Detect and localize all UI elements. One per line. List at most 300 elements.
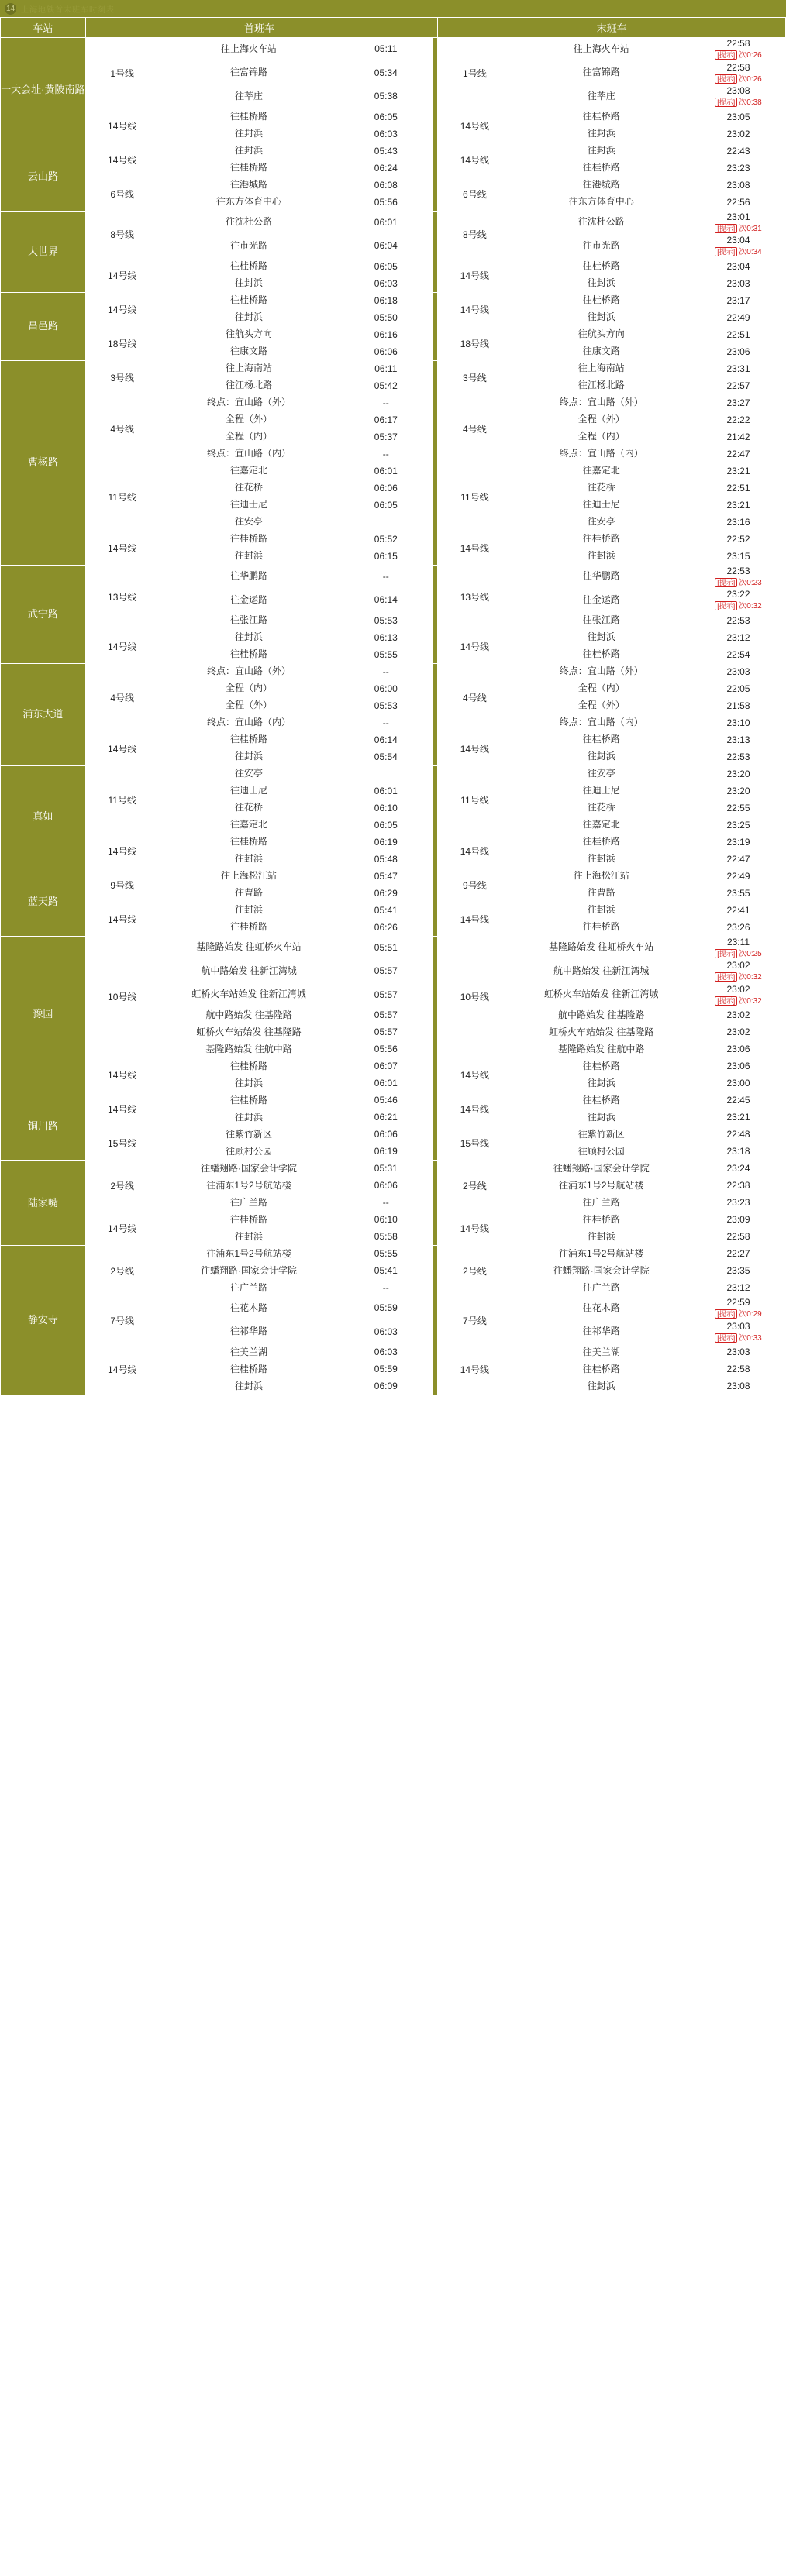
line-name-cell-first: 8号线 — [85, 211, 159, 258]
destination-cell-last: 往上海南站 — [512, 360, 691, 377]
destination-cell-first: 往桂桥路 — [159, 731, 339, 748]
last-train-time: 23:35 — [726, 1265, 750, 1276]
first-train-time-cell: 06:09 — [339, 1378, 433, 1395]
destination-cell-last: 往桂桥路 — [512, 1092, 691, 1109]
first-train-time-cell: 06:26 — [339, 919, 433, 936]
station-name-cell: 昌邑路 — [1, 292, 86, 360]
destination-cell-last: 往市光路 — [512, 235, 691, 259]
destination-cell-first: 往港城路 — [159, 177, 339, 194]
last-train-time: 23:23 — [726, 162, 750, 174]
destination-cell-first: 虹桥火车站始发 往基隆路 — [159, 1024, 339, 1041]
table-row — [1, 1212, 786, 1229]
destination-cell-last: 往浦东1号2号航站楼 — [512, 1246, 691, 1263]
destination-cell-last: 全程（内） — [512, 428, 691, 445]
destination-cell-first: 往封浜 — [159, 143, 339, 160]
table-row — [1, 1058, 786, 1075]
table-row — [1, 394, 786, 411]
schedule-body — [1, 38, 786, 1395]
last-train-time-cell — [691, 817, 786, 834]
last-train-time: 23:06 — [726, 1061, 750, 1071]
last-train-time-cell — [691, 1320, 786, 1344]
destination-cell-last: 虹桥火车站始发 往基隆路 — [512, 1024, 691, 1041]
destination-cell-first: 往花桥 — [159, 480, 339, 497]
destination-cell-last: 往桂桥路 — [512, 292, 691, 309]
first-train-time-cell: 06:14 — [339, 731, 433, 748]
table-row — [1, 292, 786, 309]
destination-cell-first: 往蟠翔路·国家会计学院 — [159, 1263, 339, 1280]
first-train-time-cell: 06:06 — [339, 1126, 433, 1144]
table-row — [1, 868, 786, 885]
last-train-time-cell — [691, 1041, 786, 1058]
line-name-cell-last: 13号线 — [438, 565, 512, 629]
destination-cell-first: 往桂桥路 — [159, 834, 339, 851]
destination-cell-first: 往嘉定北 — [159, 463, 339, 480]
line-name-cell-last: 14号线 — [438, 834, 512, 868]
destination-cell-last: 往安亭 — [512, 765, 691, 782]
table-row — [1, 1092, 786, 1109]
station-name-cell: 武宁路 — [1, 565, 86, 663]
last-train-time-cell — [691, 629, 786, 646]
next-day-note: [提示] 次0:26 — [691, 50, 785, 61]
line-name-cell-last: 15号线 — [438, 1126, 512, 1161]
last-train-time-cell — [691, 960, 786, 984]
last-train-time-cell — [691, 1024, 786, 1041]
last-train-time-cell — [691, 258, 786, 275]
last-train-time: 22:48 — [726, 1129, 750, 1140]
line-name-cell-last: 11号线 — [438, 463, 512, 531]
page-caption: 上海地铁首末班车时刻表 — [21, 5, 115, 15]
destination-cell-first: 往迪士尼 — [159, 497, 339, 514]
last-train-time-cell — [691, 85, 786, 109]
last-train-time-cell — [691, 548, 786, 565]
last-train-time-cell — [691, 177, 786, 194]
last-train-time: 23:02 — [726, 983, 750, 995]
first-train-time-cell: 05:47 — [339, 868, 433, 885]
destination-cell-last: 往上海火车站 — [512, 38, 691, 62]
last-train-time-cell — [691, 1212, 786, 1229]
last-train-time-cell — [691, 714, 786, 731]
next-day-note: [提示] 次0:32 — [691, 972, 785, 983]
destination-cell-first: 往上海南站 — [159, 360, 339, 377]
first-train-time-cell: 06:06 — [339, 1178, 433, 1195]
next-day-tag: [提示] — [715, 224, 737, 233]
last-train-time: 22:58 — [726, 38, 750, 49]
destination-cell-last: 往封浜 — [512, 1229, 691, 1246]
line-name-cell-last: 14号线 — [438, 731, 512, 765]
last-train-time-cell — [691, 343, 786, 360]
destination-cell-last: 往华鹏路 — [512, 565, 691, 589]
first-train-time-cell: 05:43 — [339, 143, 433, 160]
first-train-time-cell: -- — [339, 714, 433, 731]
destination-cell-first: 往浦东1号2号航站楼 — [159, 1246, 339, 1263]
destination-cell-last: 虹桥火车站始发 往新江湾城 — [512, 983, 691, 1007]
first-train-time-cell: 05:34 — [339, 61, 433, 85]
last-train-time-cell — [691, 1126, 786, 1144]
last-train-time: 23:24 — [726, 1163, 750, 1174]
line-name-cell-last: 14号线 — [438, 1212, 512, 1246]
station-name-cell: 陆家嘴 — [1, 1161, 86, 1246]
table-row — [1, 1297, 786, 1321]
first-train-time-cell: 06:18 — [339, 292, 433, 309]
first-train-time-cell: 05:52 — [339, 531, 433, 548]
line-name-cell-first: 14号线 — [85, 834, 159, 868]
destination-cell-last: 往沈杜公路 — [512, 211, 691, 235]
table-row — [1, 1344, 786, 1361]
last-train-time: 23:04 — [726, 235, 750, 246]
destination-cell-last: 往张江路 — [512, 612, 691, 629]
last-train-time-cell — [691, 612, 786, 629]
first-train-time-cell: -- — [339, 394, 433, 411]
station-name-cell: 铜川路 — [1, 1092, 86, 1161]
last-train-time: 22:53 — [726, 565, 750, 576]
line-name-cell-first: 13号线 — [85, 565, 159, 629]
first-train-time-cell: 06:13 — [339, 629, 433, 646]
last-train-time-cell — [691, 1109, 786, 1126]
last-train-time: 22:53 — [726, 751, 750, 762]
last-train-time: 23:23 — [726, 1197, 750, 1208]
last-train-time-cell — [691, 1075, 786, 1092]
line-name-cell-last: 14号线 — [438, 292, 512, 326]
first-train-time-cell: 06:05 — [339, 497, 433, 514]
destination-cell-first: 航中路始发 往新江湾城 — [159, 960, 339, 984]
last-train-time-cell — [691, 194, 786, 211]
last-train-time-cell — [691, 1263, 786, 1280]
table-row — [1, 108, 786, 126]
destination-cell-first: 往封浜 — [159, 126, 339, 143]
first-train-time-cell: 06:14 — [339, 589, 433, 613]
last-train-time: 23:26 — [726, 921, 750, 933]
first-train-time-cell: 06:04 — [339, 235, 433, 259]
line-name-cell-first: 10号线 — [85, 936, 159, 1058]
last-train-time: 23:12 — [726, 1282, 750, 1293]
destination-cell-last: 基隆路始发 往航中路 — [512, 1041, 691, 1058]
table-row — [1, 211, 786, 235]
last-train-time-cell — [691, 902, 786, 919]
last-train-time: 23:27 — [726, 397, 750, 408]
next-day-tag: [提示] — [715, 50, 737, 60]
first-train-time-cell: 06:29 — [339, 885, 433, 902]
line-name-cell-first: 14号线 — [85, 731, 159, 765]
table-row — [1, 177, 786, 194]
station-name-cell: 蓝天路 — [1, 868, 86, 936]
last-train-time: 23:04 — [726, 260, 750, 272]
last-train-time: 22:54 — [726, 648, 750, 660]
first-train-time-cell: 06:05 — [339, 108, 433, 126]
last-train-time: 23:01 — [726, 211, 750, 222]
last-train-time: 22:41 — [726, 904, 750, 916]
next-day-tag: [提示] — [715, 98, 737, 107]
destination-cell-last: 终点：宜山路（内） — [512, 714, 691, 731]
next-day-note: [提示] 次0:32 — [691, 996, 785, 1007]
destination-cell-first: 基隆路始发 往虹桥火车站 — [159, 936, 339, 960]
table-row — [1, 258, 786, 275]
destination-cell-first: 往桂桥路 — [159, 531, 339, 548]
destination-cell-last: 航中路始发 往基隆路 — [512, 1007, 691, 1024]
first-train-time-cell: 06:10 — [339, 1212, 433, 1229]
destination-cell-first: 往浦东1号2号航站楼 — [159, 1178, 339, 1195]
last-train-time: 23:08 — [726, 179, 750, 191]
last-train-time: 22:57 — [726, 380, 750, 391]
last-train-time-cell — [691, 983, 786, 1007]
first-train-time-cell: 05:41 — [339, 902, 433, 919]
destination-cell-first: 终点：宜山路（内） — [159, 445, 339, 463]
last-train-time-cell — [691, 885, 786, 902]
line-name-cell-first: 14号线 — [85, 629, 159, 663]
destination-cell-last: 往桂桥路 — [512, 531, 691, 548]
destination-cell-first: 往上海松江站 — [159, 868, 339, 885]
first-train-time-cell: 05:58 — [339, 1229, 433, 1246]
last-train-time: 23:10 — [726, 717, 750, 728]
first-train-time-cell: -- — [339, 445, 433, 463]
last-train-time: 23:20 — [726, 785, 750, 796]
destination-cell-last: 往紫竹新区 — [512, 1126, 691, 1144]
line-name-cell-last: 14号线 — [438, 143, 512, 177]
table-row — [1, 1246, 786, 1263]
table-row — [1, 731, 786, 748]
last-train-time: 22:52 — [726, 533, 750, 545]
first-train-time-cell: 05:53 — [339, 612, 433, 629]
last-train-time: 23:08 — [726, 85, 750, 96]
destination-cell-last: 终点：宜山路（内） — [512, 445, 691, 463]
last-train-time: 22:53 — [726, 614, 750, 626]
last-train-time-cell — [691, 377, 786, 394]
table-row — [1, 143, 786, 160]
last-train-time-cell — [691, 1058, 786, 1075]
last-train-time-cell — [691, 1144, 786, 1161]
line-name-cell-last: 7号线 — [438, 1297, 512, 1344]
last-train-time-cell — [691, 748, 786, 765]
first-train-time-cell: 06:06 — [339, 480, 433, 497]
line-name-cell-first: 15号线 — [85, 1126, 159, 1161]
line-name-cell-last: 8号线 — [438, 211, 512, 258]
last-train-time-cell — [691, 851, 786, 868]
destination-cell-last: 往桂桥路 — [512, 1361, 691, 1378]
line-name-cell-last: 11号线 — [438, 765, 512, 834]
destination-cell-first: 全程（内） — [159, 428, 339, 445]
first-train-time-cell: 05:57 — [339, 1007, 433, 1024]
last-train-time: 23:16 — [726, 516, 750, 528]
last-train-time-cell — [691, 1280, 786, 1297]
first-train-time-cell: 05:11 — [339, 38, 433, 62]
destination-cell-last: 往顾村公园 — [512, 1144, 691, 1161]
last-train-time-cell — [691, 211, 786, 235]
destination-cell-last: 往桂桥路 — [512, 919, 691, 936]
last-train-time: 22:27 — [726, 1248, 750, 1259]
last-train-time-cell — [691, 565, 786, 589]
last-train-time-cell — [691, 782, 786, 800]
line-name-cell-first: 14号线 — [85, 1344, 159, 1395]
last-train-time-cell — [691, 445, 786, 463]
destination-cell-first: 往蟠翔路·国家会计学院 — [159, 1161, 339, 1178]
last-train-time-cell — [691, 497, 786, 514]
last-train-time-cell — [691, 309, 786, 326]
first-train-time-cell: 05:56 — [339, 1041, 433, 1058]
first-train-time-cell: 06:03 — [339, 275, 433, 292]
last-train-time-cell — [691, 680, 786, 697]
line-name-cell-last: 14号线 — [438, 902, 512, 936]
destination-cell-last: 往康文路 — [512, 343, 691, 360]
line-name-cell-last: 6号线 — [438, 177, 512, 211]
destination-cell-first: 虹桥火车站始发 往新江湾城 — [159, 983, 339, 1007]
destination-cell-last: 全程（外） — [512, 697, 691, 714]
destination-cell-last: 往封浜 — [512, 309, 691, 326]
next-day-note: [提示] 次0:25 — [691, 949, 785, 960]
last-train-time-cell — [691, 1246, 786, 1263]
last-train-time: 22:51 — [726, 328, 750, 340]
line-name-cell-first: 14号线 — [85, 143, 159, 177]
destination-cell-last: 航中路始发 往新江湾城 — [512, 960, 691, 984]
next-day-tag: [提示] — [715, 1309, 737, 1319]
destination-cell-first: 往花木路 — [159, 1297, 339, 1321]
destination-cell-first: 终点：宜山路（外） — [159, 663, 339, 680]
next-day-note: [提示] 次0:38 — [691, 98, 785, 108]
line-name-cell-last: 14号线 — [438, 1058, 512, 1092]
destination-cell-first: 全程（外） — [159, 411, 339, 428]
destination-cell-last: 往金运路 — [512, 589, 691, 613]
line-name-cell-last: 14号线 — [438, 1344, 512, 1395]
last-train-time-cell — [691, 697, 786, 714]
last-train-time-cell — [691, 1178, 786, 1195]
last-train-time-cell — [691, 38, 786, 62]
line-name-cell-last: 4号线 — [438, 394, 512, 463]
station-name-cell: 大世界 — [1, 211, 86, 292]
destination-cell-first: 往上海火车站 — [159, 38, 339, 62]
last-train-time-cell — [691, 126, 786, 143]
first-train-time-cell: 06:17 — [339, 411, 433, 428]
destination-cell-last: 往桂桥路 — [512, 1058, 691, 1075]
destination-cell-first: 往封浜 — [159, 309, 339, 326]
first-train-time-cell: 06:00 — [339, 680, 433, 697]
first-train-time-cell: 05:31 — [339, 1161, 433, 1178]
destination-cell-last: 往蟠翔路·国家会计学院 — [512, 1263, 691, 1280]
destination-cell-last: 往桂桥路 — [512, 160, 691, 177]
destination-cell-first: 往封浜 — [159, 1075, 339, 1092]
destination-cell-last: 往广兰路 — [512, 1195, 691, 1212]
last-train-time-cell — [691, 394, 786, 411]
last-train-time-cell — [691, 731, 786, 748]
first-train-time-cell: 05:41 — [339, 1263, 433, 1280]
destination-cell-first: 往航头方向 — [159, 326, 339, 343]
last-train-time: 21:42 — [726, 431, 750, 442]
last-train-time-cell — [691, 1297, 786, 1321]
line-name-cell-first: 18号线 — [85, 326, 159, 360]
destination-cell-first: 往紫竹新区 — [159, 1126, 339, 1144]
destination-cell-first: 往东方体育中心 — [159, 194, 339, 211]
destination-cell-last: 往桂桥路 — [512, 646, 691, 663]
line-name-cell-first: 9号线 — [85, 868, 159, 902]
destination-cell-last: 往嘉定北 — [512, 817, 691, 834]
line-name-cell-first: 14号线 — [85, 108, 159, 143]
last-train-time-cell — [691, 589, 786, 613]
destination-cell-last: 往封浜 — [512, 143, 691, 160]
table-row — [1, 1161, 786, 1178]
line-name-cell-last: 10号线 — [438, 936, 512, 1058]
line-name-cell-first: 1号线 — [85, 38, 159, 109]
station-name-cell: 静安寺 — [1, 1246, 86, 1395]
last-train-time: 23:02 — [726, 960, 750, 971]
header-last-train: 末班车 — [438, 18, 786, 38]
next-day-tag: [提示] — [715, 1333, 737, 1343]
destination-cell-first: 往祁华路 — [159, 1320, 339, 1344]
destination-cell-first: 往金运路 — [159, 589, 339, 613]
destination-cell-first: 往封浜 — [159, 902, 339, 919]
line-name-cell-last: 2号线 — [438, 1246, 512, 1297]
last-train-time-cell — [691, 531, 786, 548]
last-train-time: 23:11 — [726, 936, 750, 948]
first-train-time-cell: 05:50 — [339, 309, 433, 326]
destination-cell-last: 往花桥 — [512, 800, 691, 817]
line-name-cell-last: 3号线 — [438, 360, 512, 394]
destination-cell-first: 往张江路 — [159, 612, 339, 629]
destination-cell-last: 往嘉定北 — [512, 463, 691, 480]
destination-cell-last: 往曹路 — [512, 885, 691, 902]
destination-cell-first: 往康文路 — [159, 343, 339, 360]
destination-cell-last: 往花桥 — [512, 480, 691, 497]
destination-cell-first: 往花桥 — [159, 800, 339, 817]
first-train-time-cell — [339, 765, 433, 782]
destination-cell-first: 往安亭 — [159, 514, 339, 531]
last-train-time-cell — [691, 800, 786, 817]
next-day-tag: [提示] — [715, 247, 737, 256]
destination-cell-first: 往桂桥路 — [159, 108, 339, 126]
table-row — [1, 38, 786, 62]
line-name-cell-last: 14号线 — [438, 258, 512, 292]
table-row — [1, 902, 786, 919]
last-train-time: 22:49 — [726, 311, 750, 323]
table-row — [1, 629, 786, 646]
line-name-cell-last: 4号线 — [438, 663, 512, 731]
last-train-time: 23:09 — [726, 1214, 750, 1225]
destination-cell-last: 往迪士尼 — [512, 782, 691, 800]
destination-cell-last: 往封浜 — [512, 275, 691, 292]
first-train-time-cell: 06:24 — [339, 160, 433, 177]
last-train-time: 22:43 — [726, 145, 750, 156]
first-train-time-cell: 05:46 — [339, 1092, 433, 1109]
destination-cell-first: 基隆路始发 往航中路 — [159, 1041, 339, 1058]
line-name-cell-first: 6号线 — [85, 177, 159, 211]
last-train-time: 23:13 — [726, 734, 750, 745]
first-train-time-cell: 05:59 — [339, 1297, 433, 1321]
last-train-time: 22:56 — [726, 196, 750, 208]
header-station: 车站 — [1, 18, 86, 38]
first-train-time-cell: 05:57 — [339, 1024, 433, 1041]
destination-cell-last: 往封浜 — [512, 902, 691, 919]
destination-cell-first: 往华鹏路 — [159, 565, 339, 589]
destination-cell-first: 往桂桥路 — [159, 1212, 339, 1229]
last-train-time-cell — [691, 1195, 786, 1212]
destination-cell-last: 往港城路 — [512, 177, 691, 194]
destination-cell-first: 往封浜 — [159, 1378, 339, 1395]
destination-cell-last: 往封浜 — [512, 1378, 691, 1395]
line-name-cell-first: 14号线 — [85, 1212, 159, 1246]
next-day-tag: [提示] — [715, 996, 737, 1006]
destination-cell-last: 全程（内） — [512, 680, 691, 697]
first-train-time-cell: 05:57 — [339, 983, 433, 1007]
last-train-time: 23:02 — [726, 1027, 750, 1037]
table-header-row — [1, 18, 786, 38]
last-train-time: 23:20 — [726, 768, 750, 779]
last-train-time-cell — [691, 834, 786, 851]
line-name-cell-last: 14号线 — [438, 1092, 512, 1126]
table-row — [1, 663, 786, 680]
first-train-time-cell: -- — [339, 565, 433, 589]
first-train-time-cell: 06:01 — [339, 211, 433, 235]
destination-cell-first: 往曹路 — [159, 885, 339, 902]
line-name-cell-last: 1号线 — [438, 38, 512, 109]
last-train-time-cell — [691, 428, 786, 445]
table-row — [1, 1126, 786, 1144]
first-train-time-cell: 06:21 — [339, 1109, 433, 1126]
